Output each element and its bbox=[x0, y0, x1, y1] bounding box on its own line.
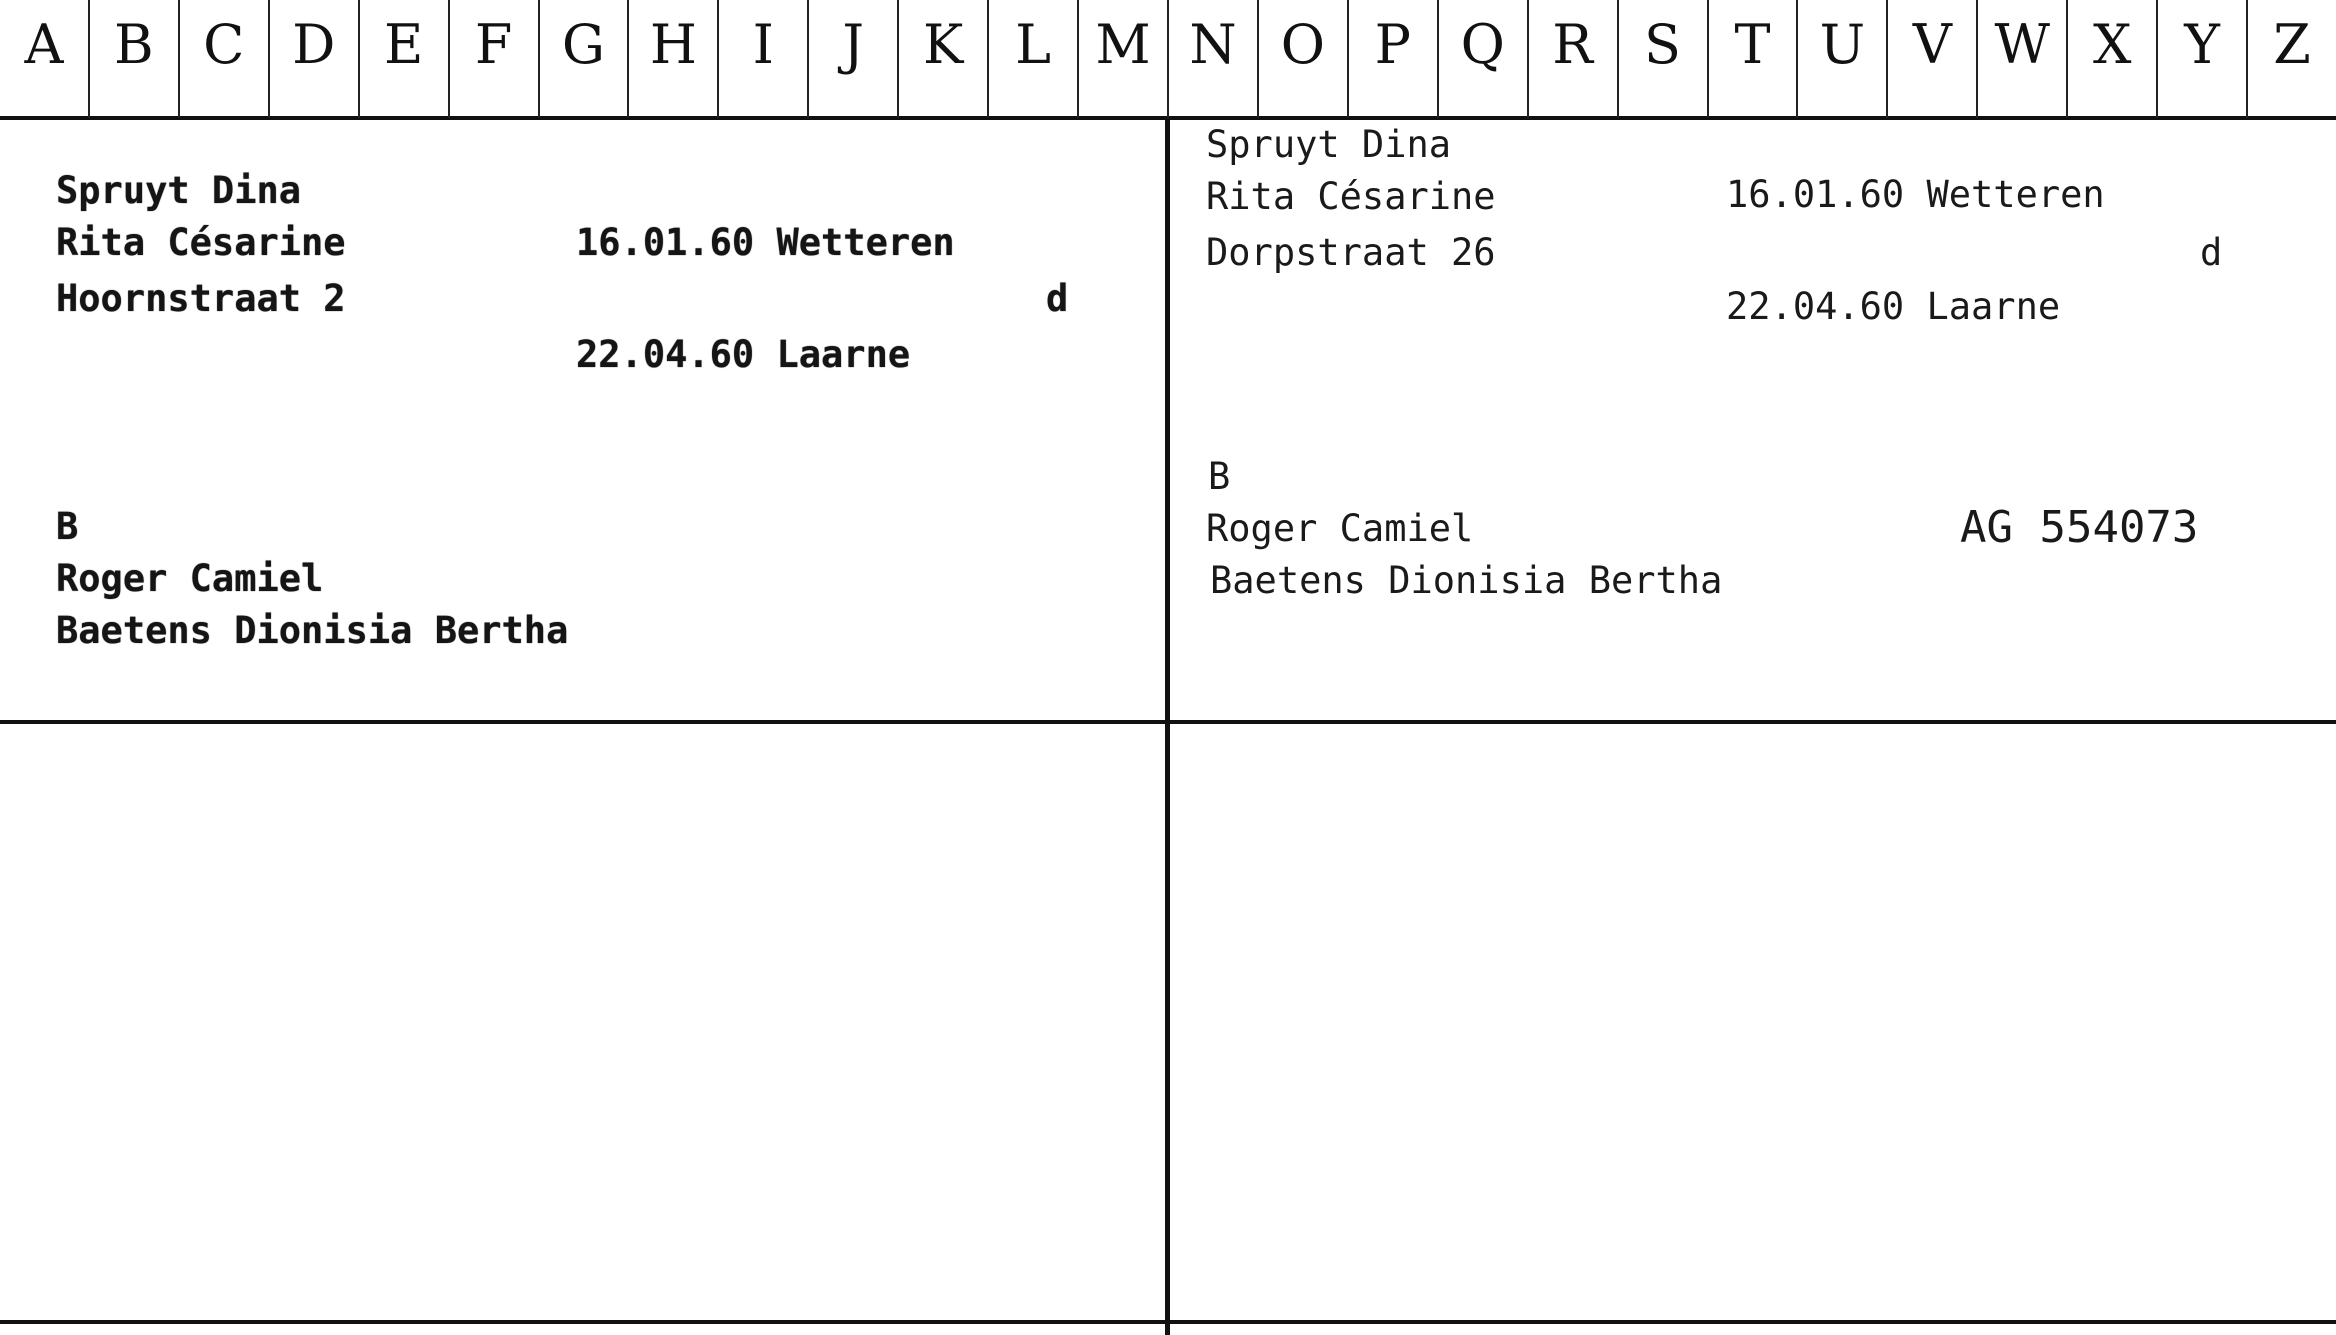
second-date-place: 22.04.60 Laarne bbox=[576, 333, 911, 376]
reference-number: AG 554073 bbox=[1960, 502, 2199, 553]
alphabet-letter: C bbox=[180, 0, 270, 118]
alphabet-letter: R bbox=[1529, 0, 1619, 118]
alphabet-letter: X bbox=[2068, 0, 2158, 118]
father-name: Roger Camiel bbox=[1206, 507, 1474, 550]
alphabet-letter: O bbox=[1259, 0, 1349, 118]
birth-date-place: 16.01.60 Wetteren bbox=[1726, 173, 2105, 216]
alphabet-letter: L bbox=[989, 0, 1079, 118]
alphabet-letter: I bbox=[719, 0, 809, 118]
person-address: Dorpstraat 26 bbox=[1206, 231, 1496, 274]
person-name: Spruyt Dina bbox=[56, 169, 302, 212]
alphabet-letter: K bbox=[899, 0, 989, 118]
alphabet-letter: Z bbox=[2273, 13, 2311, 76]
alphabet-letter: W bbox=[1978, 0, 2068, 118]
alphabet-letter: S bbox=[1619, 0, 1709, 118]
father-name: Roger Camiel bbox=[56, 557, 324, 600]
alphabet-letter: U bbox=[1798, 0, 1888, 118]
sex-marker: d bbox=[1046, 277, 1069, 320]
alphabet-letter: V bbox=[1888, 0, 1978, 118]
alphabet-letter: Q bbox=[1439, 0, 1529, 118]
alphabet-letter: M bbox=[1079, 0, 1169, 118]
person-firstnames: Rita Césarine bbox=[56, 221, 346, 264]
category-code: B bbox=[56, 505, 79, 548]
alphabet-index-bar bbox=[0, 0, 2336, 120]
vertical-divider bbox=[1165, 120, 1170, 1335]
person-name: Spruyt Dina bbox=[1206, 123, 1452, 166]
alphabet-letter: J bbox=[809, 0, 899, 118]
alphabet-letter: D bbox=[270, 0, 360, 118]
alphabet-letter: B bbox=[90, 0, 180, 118]
person-firstnames: Rita Césarine bbox=[1206, 175, 1496, 218]
person-address: Hoornstraat 2 bbox=[56, 277, 346, 320]
alphabet-letter: H bbox=[629, 0, 719, 118]
alphabet-letter: E bbox=[360, 0, 450, 118]
alphabet-letter: G bbox=[540, 0, 630, 118]
mother-name: Baetens Dionisia Bertha bbox=[56, 609, 569, 652]
sex-marker: d bbox=[2200, 231, 2223, 274]
second-date-place: 22.04.60 Laarne bbox=[1726, 285, 2061, 328]
bottom-divider bbox=[0, 1320, 2336, 1324]
alphabet-letter: P bbox=[1349, 0, 1439, 118]
birth-date-place: 16.01.60 Wetteren bbox=[576, 221, 955, 264]
alphabet-letter: N bbox=[1169, 0, 1259, 118]
alphabet-letter: A bbox=[0, 0, 90, 118]
mother-name: Baetens Dionisia Bertha bbox=[1210, 559, 1723, 602]
horizontal-divider bbox=[0, 720, 2336, 724]
category-code: B bbox=[1208, 455, 1231, 498]
alphabet-letter: T bbox=[1709, 0, 1799, 118]
alphabet-letter: Y bbox=[2158, 0, 2248, 118]
alphabet-letter: F bbox=[450, 0, 540, 118]
